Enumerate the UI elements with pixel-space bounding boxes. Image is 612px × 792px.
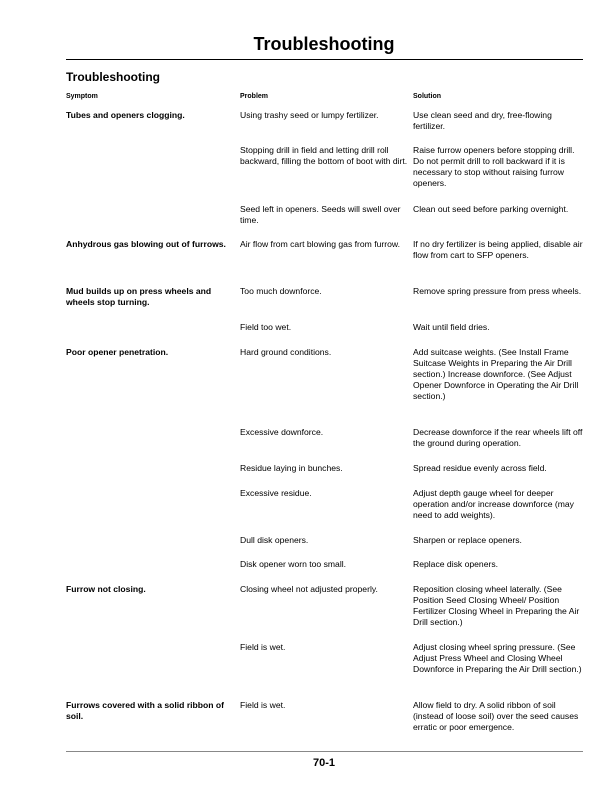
symptom-cell: Furrow not closing. (66, 584, 146, 594)
solution-cell: Raise furrow openers before stopping drill. Do not permit drill to roll backward if it is necessary to stop without raising furrow openers. (413, 145, 575, 188)
solution-cell: Wait until field dries. (413, 322, 490, 332)
problem-cell: Excessive downforce. (240, 427, 324, 437)
symptom-cell: Mud builds up on press wheels and wheels stop turning. (66, 286, 212, 307)
column-header-problem: Problem (240, 93, 269, 100)
symptom-cell: Poor opener penetration. (66, 347, 169, 357)
solution-cell: Adjust closing wheel spring pressure. (See Adjust Press Wheel and Closing Wheel Downforce in Preparing the Air Drill section.) (413, 642, 582, 674)
problem-cell: Field is wet. (240, 700, 286, 710)
solution-cell: Add suitcase weights. (See Install Frame Suitcase Weights in Preparing the Air Drill section.) Increase downforce. (See Adjust Opener Downforce in Operating the Air Drill section.) (413, 347, 579, 401)
solution-cell: Replace disk openers. (413, 559, 499, 569)
problem-cell: Disk opener worn too small. (240, 559, 347, 569)
solution-cell: Decrease downforce if the rear wheels lift off the ground during operation. (413, 427, 583, 448)
solution-cell: Use clean seed and dry, free-flowing fertilizer. (413, 110, 552, 131)
solution-cell: Remove spring pressure from press wheels. (413, 286, 582, 296)
symptom-cell: Anhydrous gas blowing out of furrows. (66, 239, 226, 249)
problem-cell: Residue laying in bunches. (240, 463, 343, 473)
symptom-cell: Furrows covered with a solid ribbon of soil. (66, 700, 225, 721)
solution-cell: If no dry fertilizer is being applied, disable air flow from cart to SFP openers. (413, 239, 583, 260)
page-number: 70-1 (312, 757, 336, 769)
problem-cell: Seed left in openers. Seeds will swell over time. (240, 204, 401, 225)
problem-cell: Too much downforce. (240, 286, 322, 296)
problem-cell: Air flow from cart blowing gas from furrow. (240, 239, 400, 249)
solution-cell: Allow field to dry. A solid ribbon of soil (instead of loose soil) over the seed causes erratic or poor emergence. (413, 700, 579, 732)
problem-cell: Field too wet. (240, 322, 292, 332)
solution-cell: Sharpen or replace openers. (413, 535, 522, 545)
problem-cell: Excessive residue. (240, 488, 312, 498)
problem-cell: Closing wheel not adjusted properly. (240, 584, 378, 594)
solution-cell: Adjust depth gauge wheel for deeper operation and/or increase downforce (may need to add weights). (413, 488, 574, 520)
footer-divider (66, 751, 583, 752)
problem-cell: Dull disk openers. (240, 535, 309, 545)
solution-cell: Clean out seed before parking overnight. (413, 204, 569, 214)
problem-cell: Stopping drill in field and letting drill roll backward, filling the bottom of boot with dirt. (240, 145, 408, 166)
section-title: Troubleshooting (66, 70, 160, 84)
problem-cell: Field is wet. (240, 642, 286, 652)
column-header-solution: Solution (413, 93, 441, 100)
problem-cell: Using trashy seed or lumpy fertilizer. (240, 110, 379, 120)
symptom-cell: Tubes and openers clogging. (66, 110, 185, 120)
solution-cell: Spread residue evenly across field. (413, 463, 547, 473)
problem-cell: Hard ground conditions. (240, 347, 332, 357)
solution-cell: Reposition closing wheel laterally. (See Position Seed Closing Wheel/ Position Fertilizer Closing Wheel in Preparing the Air Drill section.) (413, 584, 580, 627)
title-divider (66, 59, 583, 60)
page-title: Troubleshooting (253, 34, 395, 54)
column-header-symptom: Symptom (66, 93, 98, 100)
